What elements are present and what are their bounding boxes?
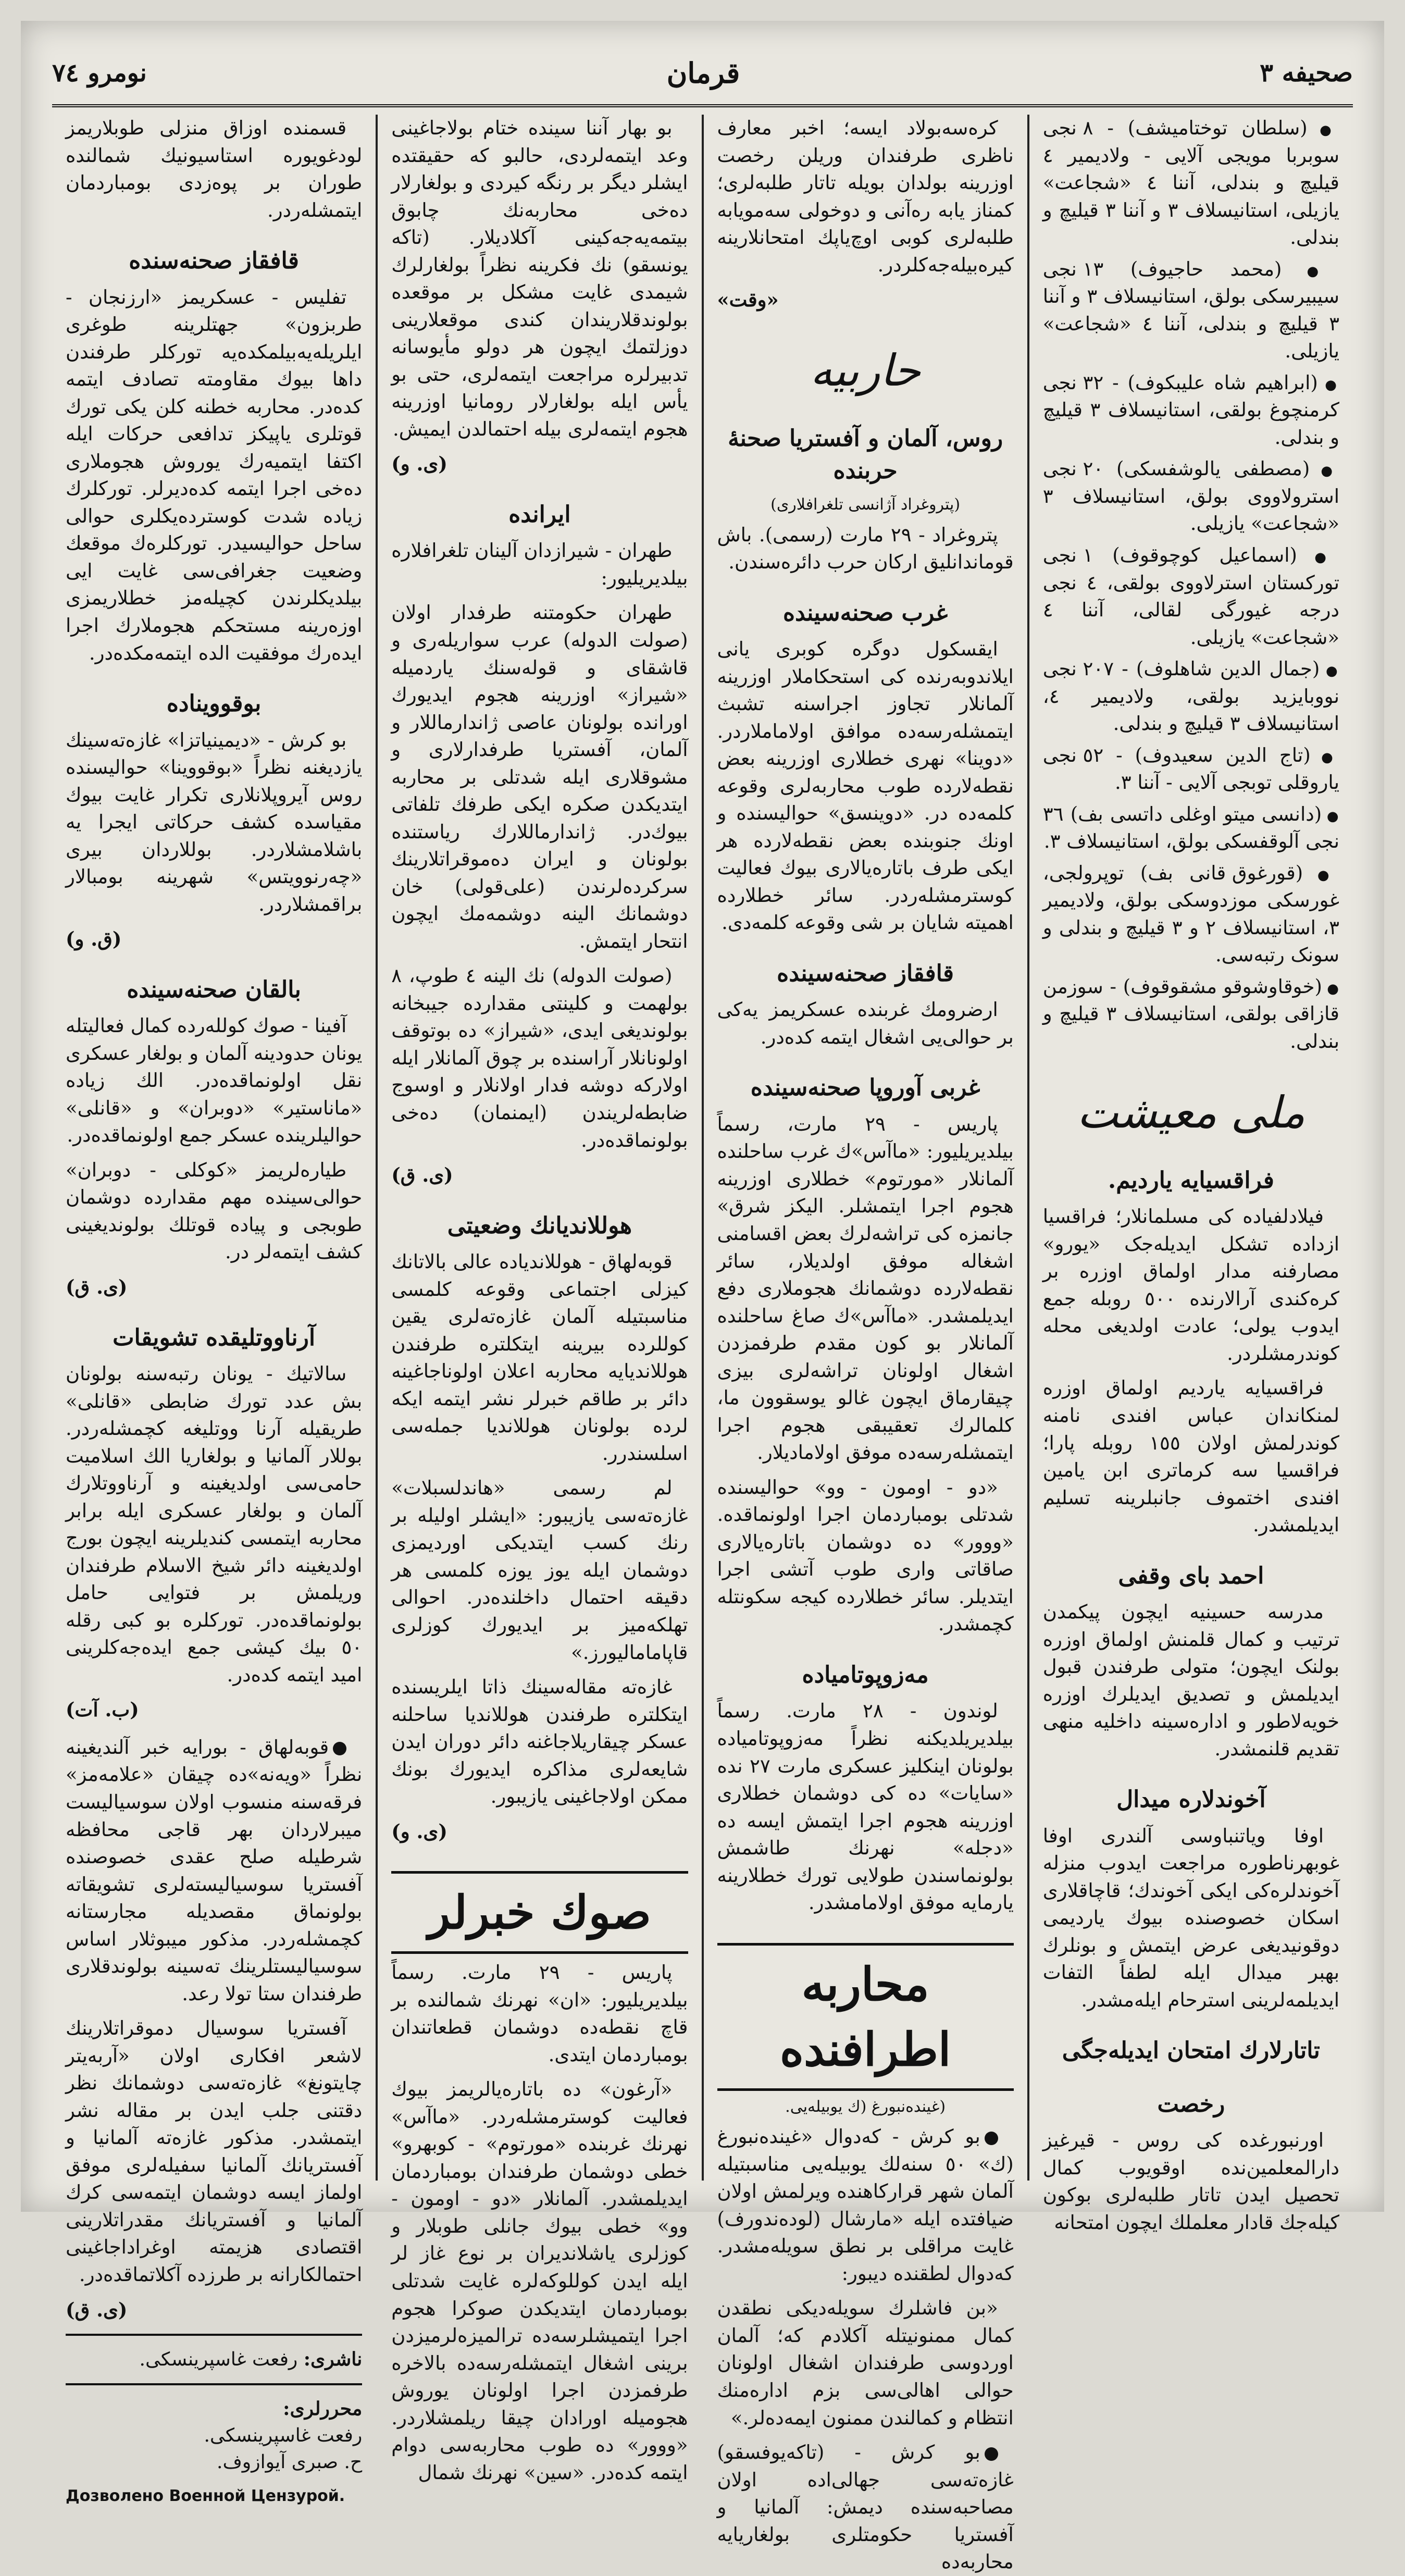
editors-credit — [66, 2396, 362, 2475]
article-signature: (ی. ق) — [66, 1275, 128, 1298]
issue-number-label: نومرو ٧٤ — [52, 58, 147, 88]
article-heading: هوللاندیانك وضعیتی — [447, 1212, 632, 1239]
article-paragraph: آفینا - صوك کولله‌رده کمال فعالیتله یونان حدودینه آلمان و بولغار عسکری نقل اولونماقده‌در. الك زیاده «ماناستیر» «دوبران» و «قانلی» حوالیلرینده عسکر جمع اولونماقده‌در. — [66, 1014, 363, 1147]
column-2 — [702, 115, 1027, 2573]
column-1 — [1027, 115, 1353, 2234]
editor-name: ح. صبری آیوازوف. — [217, 2451, 363, 2473]
award-item: ● (محمد حاجیوف) ۱۳ نجی سیبیرسکی بولق، استانیسلاف ۳ و آننا ۳ قیلیچ و بندلی، آننا ٤ «شجاعت» یازیلی. — [1043, 256, 1339, 365]
article-heading: مه‌زوپوتامیاده — [802, 1661, 929, 1688]
section-heading: حاربیه — [810, 344, 921, 396]
publisher-role: ناشری: — [303, 2348, 363, 2371]
article-heading: بالقان صحنه‌سینده — [127, 976, 301, 1003]
article-heading: احمد بای وقفی — [1118, 1562, 1264, 1589]
article-paragraph: فراقسیایه یاردیم اولماق اوزره لمنکاندان عباس افندی نامنه کوندرلمش اولان ۱٥٥ روبله پارا؛ فراقسیا سه کرماتری ابن یامین افندی اختموف جانبلرینه تسلیم ایدیلمشدر. — [1042, 1377, 1339, 1537]
article-heading: غربی آوروپا صحنه‌سینده — [750, 1074, 980, 1101]
article-heading: غرب صحنه‌سینده — [783, 599, 948, 626]
award-item: ● (تاج الدین سعیدوف) - ٥۲ نجی یاروقلی توبجی آلایی - آننا ۳. — [1043, 742, 1339, 797]
article-heading: روس، آلمان و آفستریا صحنهٔ حربنده — [728, 425, 1003, 485]
section-heading: ملی معیشت — [1077, 1086, 1305, 1138]
article-paragraph — [717, 2123, 1014, 2287]
article-paragraph: اوفا ویاتنباوسی آلندری اوفا غوبهرناطوره مراجعت ایدوب منزله آخوندلره‌کی ایکی آخوندك؛ قاچاقلاری اسکان خصوصنده بیوك یاردیمی دوقونیدیغی عرض ایتمش و بونلرك بهبر میدال ایله لطفاً التفات ایدیلمه‌لرینی استرحام ایله‌مشدر. — [1042, 1824, 1339, 2011]
award-item: ● (اسماعیل کوچوقوف) ۱ نجی تورکستان استرلاووی بولقی، ٤ نجی درجه غیورگی لقالی، آننا ٤ «شجاعت» یازیلی. — [1043, 542, 1339, 651]
article-text: قوبه‌لهاق - بورایه خبر آلندیغینه نظراً «ویه‌نه»ده چیقان «علامه‌مز» فرقه‌سنه منسوب اولان سوسیالیست میبرلاردان بهر قاجی محافظه شرطیله صلح عقدی خصوصنده آفستریا سوسیالیسته‌لری تشویقاته بولونماق مقصدیله مجارستانه کچمشله‌ردر. مذکور میبوثلار اساس سوسیالیستلرینك ته‌سینه بولوندقلاری طرفندان ستا تولا رعد. — [66, 1736, 363, 2005]
bullet-icon — [985, 2447, 998, 2461]
article-paragraph: سالاتیك - یونان رتبه‌سنه بولونان بش عدد تورك ضابطی «قانلی» طریقیله آرنا ووتلیغه کچمشله‌ردر. بوللار آلمانیا و بولغاریا الك اسلامیت حامی‌سی اولدیغینه و آرناووتلارك آلمان و بولغار عسکری ایله برابر محاربه ایتمسی کندیلرینه ایچون بورج اولدیغینه دائر شیخ الاسلام طرفندان وریلمش بر فتوایی حامل بولونماقده‌در. تورکلره بو کبی رقله ٥٠ بیك کیشی جمع ایده‌جه‌کلرینی امید ایتمه کده‌در. — [66, 1363, 363, 1686]
article-paragraph: بو بهار آننا سینده ختام بولاجاغینی وعد ایتمه‌لردی، حالبو که حقیقتده ایشلر دیگر بر رنگه کیردی و بولغارلار ده‌خی محاربه‌نك چابوق بیتمه‌یه‌جه‌کینی آکلادیلار. (تاکه یونسقو) نك فکرینه نظراً بولغارلرك شیمدی غایت مشکل بر موقعده بولوندقلاریندان کندی موقعلارینی دوزلتمك ایچون هر دولو مأیوسانه تدبیرلره مراجعت ایتمه‌لری، حتی بو یأس ایله بولغارلار رومانیا اوزرینه هجوم ایتمه‌لری بیله احتمالدن ایمیش. — [391, 117, 688, 440]
article-paragraph: تفلیس - عسکریمز «ارزنجان - طربزون» جهتلرینه طوغری ایلریله‌یه‌بیلمکده‌یه تورکلر طرفندن داها بیوك مقاومته تصادف ایتمه کده‌در. محاربه خطنه کلن یکی تورك قوتلری یاپیکز تدافعی حرکات ایله اکتفا ایتمیه‌رك یوروش هجوملاری ده‌خی اجرا ایتمه کده‌دیرلر. تورکلرك زیاده شدت کوسترده‌یکلری حوالی ساحل حوالیسیدر. تورکلره‌ك موقعك وضعیت جغرافی‌سی غایت ایی بیلدیکلرندن کچیله‌مز خطلاریمزی اوزه‌رینه مستحکم هجوملارك اجرا ایده‌رك موفقیت الده ایتمه‌مکده‌در. — [66, 286, 363, 664]
article-heading: قافقاز صحنه‌سینده — [777, 960, 954, 987]
article-signature: (ق. و) — [66, 927, 122, 951]
article-paragraph: پاریس - ۲۹ مارت، رسماً بیلدیریلیور: «ماآس»ك غرب ساحلنده آلمانلار «مورتوم» خطلاری اوزرینه هجوم اجرا ایتمشلر. الیکز شرق» جانمزه کی تراشه‌لرك بعض اقسامنی اشغاله موفق اولدیلار، سائر نقطه‌لارده دوشمانك هجوملاری دفع ایدیلمشدر. «ماآس»ك صاغ ساحلنده آلمانلار بو کون مقدم طرفمزدن اشغال اولونان تراشه‌لری بیزی چیقارماق ایچون غالو یوسقوون ما، کلمالرك تعقیبقی هجوم اجرا ایتمشله‌رسه‌ده موفق اولامادیلار. — [717, 1112, 1014, 1464]
article-paragraph: «بن فاشلرك سویله‌دیکی نطقدن کمال ممنونیتله آکلادم که؛ آلمان اوردوسی طرفندان اشغال اولونان حوالی اهالی‌سی بزم اداره‌منك انتظام و کمالندن ممنون ایمه‌ده‌لر.» — [717, 2297, 1014, 2429]
award-item: ● (سلطان توختامیشف) - ٨ نجی سوبربا مویجی آلایی - ولادیمیر ٤ قیلیچ و بندلی، آننا ٤ «شجاعت» یازیلی، استانیسلاف ۳ و آننا ۳ قیلیچ و بندلی. — [1043, 115, 1339, 252]
article-paragraph — [717, 2439, 1014, 2576]
article-paragraph: طهران - شیرازدان آلینان تلغرافلاره بیلدیریلیور: — [391, 539, 688, 589]
article-paragraph: فیلادلفیاده کی مسلمانلار؛ فراقسیا ازداده تشکل ایدیله‌جک «یورو» مصارفنه مدار اولماق اوزره بر کره‌کندی آرالارنده ٥٠٠ روبله جمع ایدوب یولی؛ عادت اولدیغی محله کوندرمشلردر. — [1042, 1205, 1339, 1365]
article-signature: (ی. و) — [391, 452, 447, 476]
article-paragraph: لوندون - ۲۸ مارت. رسماً بیلدیریلدیکنه نظراً مه‌زوپوتامیاده بولونان اینکلیز عسکری مارت ۲۷ نده «سایات» ده کی دوشمان خطلاری اوزرینه هجوم اجرا ایتمش ایسه ده «دجله» نهرنك طاشمش بولونماسندن طولایی تورك خطلارینه یارمایه موفق اولامامشدر. — [717, 1700, 1014, 1914]
article-subheading: (غینده‌نبورغ (ك يوبيله‌يی. — [785, 2097, 946, 2116]
article-paragraph: مدرسه حسینیه ایچون پیکمدن ترتیب و کمال قلمنش اولماق اوزره بولنک ایچون؛ متولی طرفندن قبول ایدیلمش و تصدیق ایدیلرك اوزره خویه‌لاطور و اداره‌سینه داخلیه منهی تقدیم قلنمشدر. — [1042, 1601, 1339, 1760]
article-paragraph: (صولت الدوله) نك الینه ٤ طوپ، ٨ بولهمت و کلینتی مقدارده جیبخانه بولوندیغی ایدی، «شیراز» ده بوتوقف اولونانلار آراسنده بر چوق آلمانلار ایله اولارکه دوشه فدار اولانلار و اوسوج ضابطه‌لریندن (ایمنمان) ده‌خی بولونماقده‌در. — [391, 964, 688, 1151]
editors-role: محررلری: — [283, 2398, 363, 2420]
page-number-label: صحيفه ۳ — [1260, 58, 1353, 88]
censor-note: Дозволено Военной Цензурой. — [66, 2486, 345, 2505]
article-paragraph: «دو - اومون - وو» حوالیسنده شدتلی بومباردمان اجرا اولونماقده. «ووور» ده دوشمان باتاره‌یالاری صاقاتی واری طوب آتشی اجرا ایتدیلر. سائر خطلارده کیجه سکونتله کچمشدر. — [717, 1476, 1014, 1636]
article-paragraph: پاریس - ۲۹ مارت. رسماً بیلدیریلیور: «ان» نهرنك شمالنده بر قاچ نقطه‌ده دوشمان قطعاتندان بومباردمان ایتدی. — [391, 1961, 688, 2066]
columns — [52, 115, 1353, 2573]
article-text: بو کرش - که‌دوال «غینده‌نبورغ (ك» ٥٠ سنه‌لك یوبیله‌یی مناسبتیله آلمان شهر قرارکاهنده ویرلمش اولان ضیافتده ایله «مارشال (لوده‌ندورف) غایت مراقلی بر نطق سویله‌مشدر. که‌دوال لطقنده دیبور: — [717, 2125, 1014, 2285]
article-paragraph: لم رسمی «هاندلسبلات» غازه‌ته‌سی یازیبور: «ایشلر اولیله بر رنك کسب ایتدیکی اوردیمزی دوشمان ایله یوز یوزه کلمسی هر دقیقه احتمال داخلنده‌در. احوالی تهلکه‌میز بر ایدیورك کوزلری قاپامامالیورز.» — [391, 1477, 688, 1664]
article-paragraph: طیاره‌لریمز «کوکلی - دوبران» حوالی‌سینده مهم مقدارده دوشمان طوبجی و پیاده قوتلك بولوندیغینی کشف ایتمه‌لر در. — [66, 1158, 363, 1264]
article-paragraph: پتروغراد - ۲۹ مارت (رسمی). باش قوماندانلیق ارکان حرب دائره‌سندن. — [717, 523, 1014, 574]
bullet-icon — [985, 2132, 998, 2145]
article-heading: بوقوویناده — [166, 690, 262, 717]
newspaper-page — [21, 21, 1384, 2573]
column-3 — [376, 115, 701, 2484]
bullet-icon — [333, 1742, 346, 1755]
section-heading: محاربه اطرافنده — [717, 1943, 1014, 2091]
article-paragraph: کره‌سه‌بولاد ایسه؛ اخبر معارف ناظری طرفندان وریلن رخصت اوزرینه بولدان بویله تاتار طلبه‌لری؛ کمناز یابه ره‌آنی و دوخولی سه‌مویابه طلبه‌لری کوبی اوچ‌یاپك امتحانلارینه کیره‌بیله‌جه‌کلردر. — [717, 117, 1014, 276]
award-item: ● (مصطفی یالوشفسکی) ۲۰ نجی استرولاووی بولق، استانیسلاف ۳ «شجاعت» یازیلی. — [1043, 455, 1339, 538]
article-subheading: (پتروغراد آژانسی تلغرافلاری) — [770, 495, 961, 514]
award-item: ● (جمال الدین شاهلوف) - ۲۰۷ نجی نووبایزید بولقی، ولادیمیر ٤، استانیسلاف ۳ قیلیچ و بندلی. — [1043, 655, 1339, 738]
article-paragraph: ایقسکول دوگره کوبری یانی ایلاندوبه‌رنده کی استحکاملار اوزرینه آلمانلار تجاوز اجراسنه تشبث ایتمشله‌رسه‌ده موافق اولاماملاردر. «دوینا» نهری خطلاری اوزرینه بعض نقطه‌لارده طوب محاربه‌لری وقوعه کلمه‌ده در. «دوینسق» حوالیسنده و اونك جنوبنده بعض نقطه‌لارده هر ایکی طرف باتاره‌یالاری بیوك فعالیت کوسترمشله‌ردر. سائر خطلارده اهمیته شایان بر شی وقوعه کلمه‌دی. — [717, 638, 1014, 934]
article-paragraph: بو کرش - «دیمینیاتزا» غازه‌ته‌سینك یازدیغنه نظراً «بوقووینا» حوالیسنده روس آیروپلانلاری تکرار غایت بیوك مقیاسده کشف حرکاتی ایجرا یه باشلامشلاردر. بوللاردان بیری «چه‌رنوویتس» شهرینه بومبالار براقمشلاردر. — [66, 728, 363, 915]
article-heading: فراقسیایه یاردیم. — [1108, 1167, 1274, 1194]
divider — [66, 2334, 362, 2336]
article-paragraph: اورنبورغده کی روس - قیرغیز دارالمعلمین‌نده اوقویوب کمال تحصیل ایدن تاتار طلبه‌لری بوکون کیله‌جك قادار معلملك ایچون امتحانه — [1042, 2129, 1339, 2234]
award-item: ● (ابراهیم شاه علیبکوف) - ۳۲ نجی کرمنچوغ بولقی، استانیسلاف ۳ قیلیچ و بندلی. — [1043, 369, 1339, 452]
divider — [66, 2383, 362, 2385]
masthead — [52, 42, 1353, 107]
article-signature: (ی. ق) — [391, 1163, 453, 1187]
article-heading: ایرانده — [508, 501, 571, 528]
award-item: ● (قورغوق قانی بف) توپرولجی، غورسکی موزدوسکی بولق، ولادیمیر ۳، استانیسلاف ۲ و ۳ قیلیچ و بندلی و سونک رتبه‌سی. — [1043, 860, 1339, 969]
article-paragraph: قسمنده اوزاق منزلی طوبلاریمز لودغویوره استاسیونیك شمالنده طوران بر پوه‌زدی بومباردمان ایتمشله‌ردر. — [66, 117, 363, 221]
article-paragraph: غازه‌ته مقاله‌سینك ذاتا ایلریسنده ایتکلتره طرفندن هوللاندیا ساحلنه عسکر چیقاریلاجاغنه دائر دوران ایدن شایعه‌لری مذاکره ایدیورك بونك ممکن اولاجاغینی یازیبور. — [391, 1676, 688, 1808]
article-signature: (ی. ق) — [66, 2298, 128, 2321]
article-signature: (ی. و) — [391, 1819, 447, 1843]
article-heading: قافقاز صحنه‌سنده — [129, 247, 299, 275]
newspaper-title: قرمان — [666, 56, 740, 90]
article-signature: (ب. آت) — [66, 1698, 139, 1722]
article-paragraph: قوبه‌لهاق - هوللاندیاده عالی بالاتانك کیزلی اجتماعی وقوعه کلمسی مناسبتیله آلمان غازه‌ته‌لری یقین کوللرده بیرینه ایتکلتره طرفندن هوللاندیایه محاربه اعلان اولوناجاغینه دائر بر طاقم خبرلر نشر ایتمه ایکه لرده بولونان هوللاندیا جمله‌سی اسلسندرر. — [391, 1250, 688, 1465]
article-paragraph: طهران حکومتنه طرفدار اولان (صولت الدوله) عرب سواریله‌ری و قاشقای و قوله‌سنك یاردمیله «شیراز» اوزرینه هجوم ایدیورك اورانده بولونان عاصی ژاندارماللار و آلمان، آفستریا طرفدارلاری و مشوقلاری ایله شدتلی بر محاربه ایتدیکدن صکره ایکی طرفك تلفاتی بیوك‌در. ژاندارماللارك ریاستنده بولونان و ایران ده‌موقراتلارینك سرکرده‌لرندن (علی‌قولی) خان دوشمانك الینه دوشمه‌مك ایچون انتحار ایتمش. — [391, 601, 688, 952]
section-heading: صوك خبرلر — [391, 1871, 688, 1954]
editor-name: رفعت غاسپرینسکی. — [204, 2425, 363, 2447]
publisher-name: رفعت غاسپرینسکی. — [139, 2349, 298, 2371]
award-item: ● (خوقاوشوقو مشقوقوف) - سوزمن قازاقی بولقی، استانیسلاف ۳ قیلیچ و بندلی. — [1043, 973, 1339, 1056]
article-paragraph: آفستریا سوسیال دموقراتلارینك لاشعر افکاری اولان «آربه‌یتر چایتونغ» غازه‌ته‌سی دوشمانك نظر دقتنی جلب ایدن بر مقاله نشر ایتمشدر. مذکور غازه‌ته آلمانیا و آفستریانك آلمانیا سفیله‌لری موفق اولماز ایسه دوشمان ایتمه‌سی کرك آلمانیا و آفستریانك مقدراتلارینی اقتصادی هزیمته اوغراداجاغینی احتمالکارانه بر طرزده آکلاتماقده‌در. — [66, 2017, 363, 2286]
article-heading: تاتارلارك امتحان ایدیله‌جگی — [1062, 2037, 1320, 2064]
article-heading: آرناووتلیقده تشویقات — [113, 1324, 316, 1351]
award-item: ● (دانسی میتو اوغلی داتسی بف) ۳٦ نجی آلوقفسکی بولق، استانیسلاف ۳. — [1043, 801, 1339, 856]
article-text: بو کرش - (تاکه‌یوفسقو) غازه‌ته‌سی جهالی‌اده اولان مصاحبه‌سنده دیمش: آلمانیا و آفستریا حکومتلری بولغاریایه محاربه‌ده — [717, 2441, 1014, 2573]
publisher-credit — [66, 2346, 362, 2373]
article-heading: رخصت — [1157, 2090, 1225, 2117]
article-heading: آخوندلاره میدال — [1116, 1786, 1266, 1813]
column-4 — [52, 115, 376, 2505]
article-signature: «وقت» — [717, 288, 779, 312]
article-paragraph: ارضرومك غربنده عسکریمز یه‌کی بر حوالی‌یی اشغال ایتمه کده‌در. — [717, 998, 1014, 1048]
article-paragraph — [66, 1734, 362, 2008]
article-paragraph: «آرغون» ده باتاره‌یالریمز بیوك فعالیت کوسترمشله‌ردر. «ماآس» نهرنك غربنده «مورتوم» - کوبهرو» خطی دوشمان طرفندان بومباردمان ایدیلمشدر. آلمانلار «دو - اومون - وو» خطی بیوك جانلی طوبلار و کوزلری یاشلاندیران بر نوع غاز لر ایله ایدن کوللوکه‌لره غایت شدتلی بومباردمان ایتدیکدن صوکرا هجوم اجرا ایتمیشلرسه‌ده ترالمیزه‌لرمیزدن برینی اشغال ایتمشله‌رسه‌ده بالاخره طرفمزدن اجرا اولونان یوروش هجومیله اورادان چیقا ریلمشلاردر. «ووور» ده طوب محاربه‌سی دوام ایتمه کده‌در. «سین» نهرنك شمال — [391, 2078, 688, 2484]
